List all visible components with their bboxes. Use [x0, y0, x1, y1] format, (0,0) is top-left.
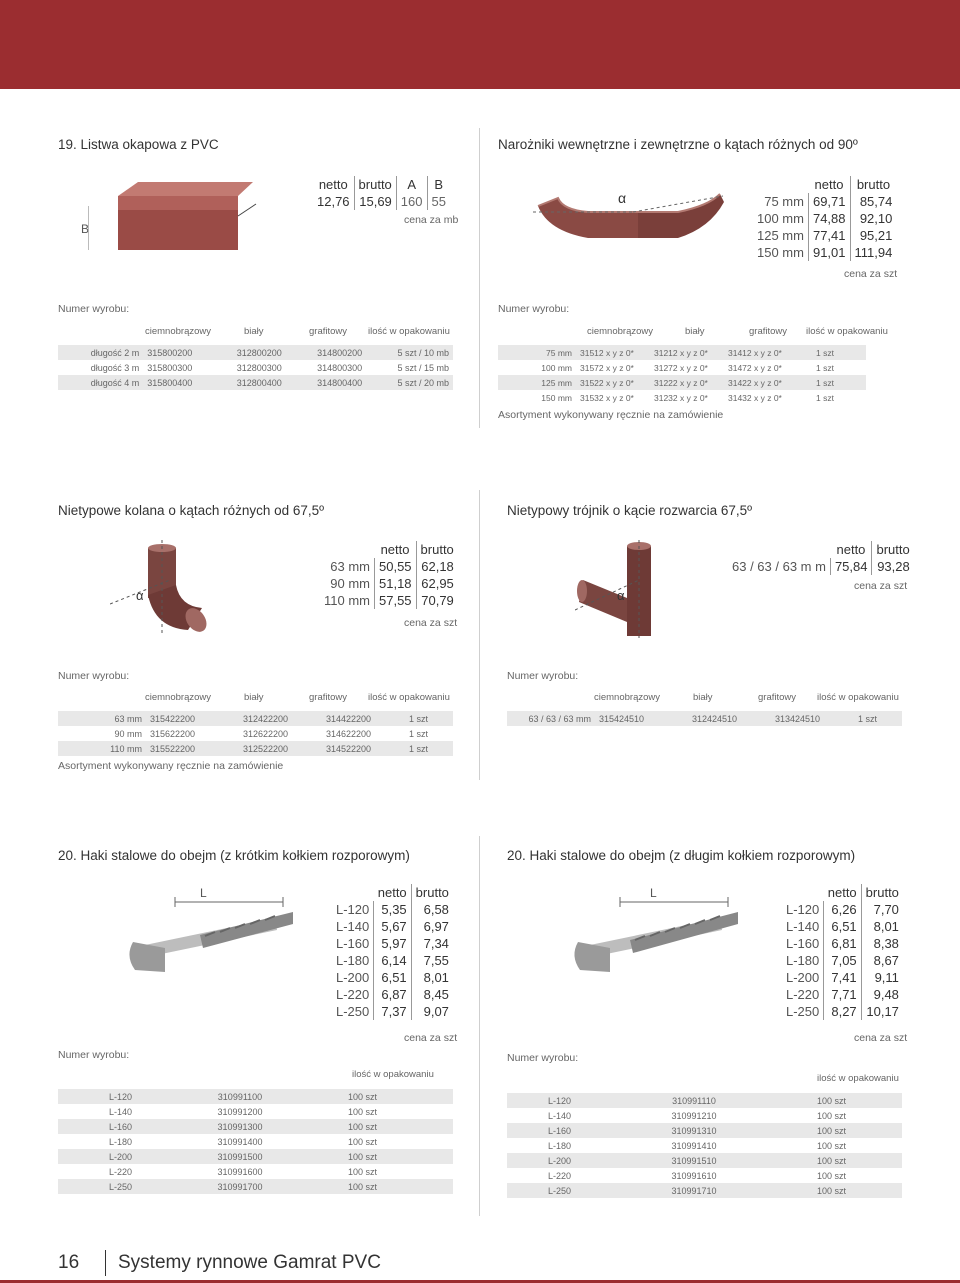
dim-b-label: B — [81, 222, 90, 236]
section-title: Nietypowy trójnik o kącie rozwarcia 67,5º — [507, 503, 753, 518]
table-cell: 310991510 — [575, 1153, 813, 1168]
price-brutto: 9,11 — [861, 969, 903, 986]
top-banner — [0, 0, 960, 89]
corner-image — [528, 176, 728, 258]
price-brutto: 7,70 — [861, 901, 903, 918]
price-netto: 57,55 — [375, 592, 417, 609]
table-cell: 1 szt — [405, 741, 453, 756]
price-size: 110 mm — [324, 593, 370, 608]
table-cell: 314800200 — [313, 345, 393, 360]
table-cell: 314800300 — [317, 362, 363, 373]
table-cell: L-180 — [547, 1140, 571, 1151]
table-cell: 1 szt — [816, 362, 834, 373]
eaves-strip-image — [81, 176, 258, 258]
table-cell: 310991400 — [217, 1136, 263, 1147]
price-head: netto — [377, 885, 407, 900]
price-head: netto — [836, 542, 866, 557]
price-netto: 5,35 — [374, 901, 411, 918]
col-header: biały — [244, 326, 264, 337]
table-cell: 100 szt — [813, 1183, 902, 1198]
table-cell: 315800400 — [143, 375, 232, 390]
price-brutto: 6,58 — [411, 901, 453, 918]
price-netto: 74,88 — [808, 210, 850, 227]
table-row — [507, 1153, 902, 1168]
table-cell: 31532 x y z 0* — [580, 392, 634, 403]
price-size: L-220 — [336, 987, 370, 1002]
table-cell: L-200 — [507, 1153, 575, 1168]
section-title: 20. Haki stalowe do obejm (z krótkim kołkiem rozporowym) — [58, 848, 410, 863]
table-cell: 5 szt / 15 mb — [397, 362, 449, 373]
price-brutto: 9,07 — [411, 1003, 453, 1020]
price-head: brutto — [354, 176, 396, 193]
price-head: brutto — [411, 884, 453, 901]
price-head: netto — [814, 177, 844, 192]
table-row — [507, 711, 902, 726]
table-cell: 315800200 — [143, 345, 232, 360]
table-cell: L-220 — [108, 1166, 132, 1177]
table-cell: 100 szt — [344, 1089, 453, 1104]
price-cell: 160 — [396, 193, 427, 210]
table-cell: 100 mm — [541, 362, 572, 373]
price-netto: 7,71 — [824, 986, 861, 1003]
table-cell: 310991700 — [136, 1179, 344, 1194]
col-header: grafitowy — [309, 692, 348, 703]
price-brutto: 6,97 — [411, 918, 453, 935]
table-row — [58, 360, 453, 375]
price-size: L-180 — [786, 953, 820, 968]
price-unit: cena za szt — [854, 1032, 908, 1044]
price-netto: 77,41 — [808, 227, 850, 244]
price-head: brutto — [872, 541, 914, 558]
table-cell: 315522200 — [146, 741, 239, 756]
price-size: L-180 — [336, 953, 370, 968]
product-table — [507, 1093, 902, 1198]
table-cell: długość 2 m — [58, 345, 143, 360]
price-size: 150 mm — [757, 245, 804, 260]
table-row — [498, 390, 866, 405]
price-brutto: 93,28 — [872, 558, 914, 575]
price-head: A — [396, 176, 427, 193]
col-header: ciemnobrązowy — [145, 326, 211, 337]
table-cell: długość 3 m — [90, 362, 140, 373]
price-size: 125 mm — [757, 228, 804, 243]
price-brutto: 7,55 — [411, 952, 453, 969]
table-cell: 312800300 — [236, 362, 282, 373]
table-row — [498, 345, 866, 360]
table-cell: 310991310 — [575, 1123, 813, 1138]
price-size: L-120 — [786, 902, 820, 917]
table-row — [498, 360, 866, 375]
table-cell: 1 szt — [816, 392, 834, 403]
product-number-label: Numer wyrobu: — [507, 670, 579, 682]
price-brutto: 70,79 — [416, 592, 458, 609]
price-unit: cena za szt — [404, 617, 458, 629]
table-cell: 31422 x y z 0* — [724, 375, 812, 390]
alpha-label: α — [136, 588, 144, 603]
table-row — [58, 726, 453, 741]
table-cell: 63 / 63 / 63 mm — [507, 711, 595, 726]
price-size: L-120 — [336, 902, 370, 917]
table-row — [58, 1149, 453, 1164]
price-table — [313, 176, 450, 210]
table-cell: 100 szt — [348, 1166, 378, 1177]
price-netto: 5,97 — [374, 935, 411, 952]
table-cell: 315422200 — [146, 711, 239, 726]
table-row — [58, 711, 453, 726]
table-cell: 315622200 — [150, 728, 196, 739]
price-head: brutto — [861, 884, 903, 901]
product-table — [507, 711, 902, 726]
column-divider — [479, 490, 480, 780]
product-table — [58, 1089, 453, 1194]
product-number-label: Numer wyrobu: — [507, 1052, 579, 1064]
table-cell: 100 szt — [817, 1110, 847, 1121]
price-netto: 75,84 — [830, 558, 872, 575]
price-netto: 6,14 — [374, 952, 411, 969]
price-netto: 8,27 — [824, 1003, 861, 1020]
col-header: biały — [693, 692, 713, 703]
table-cell: 314622200 — [326, 728, 372, 739]
table-cell: 312800200 — [233, 345, 313, 360]
price-size: 75 mm — [764, 194, 804, 209]
price-head: netto — [318, 177, 348, 192]
table-row — [58, 375, 453, 390]
price-table — [728, 541, 914, 575]
table-cell: 310991210 — [671, 1110, 717, 1121]
table-row — [507, 1123, 902, 1138]
table-cell: L-160 — [507, 1123, 575, 1138]
table-cell: 310991410 — [671, 1140, 717, 1151]
footer-divider — [105, 1250, 106, 1276]
price-head: brutto — [850, 176, 896, 193]
price-size: 90 mm — [330, 576, 370, 591]
table-cell: 100 szt — [344, 1149, 453, 1164]
price-brutto: 85,74 — [850, 193, 896, 210]
table-cell: 75 mm — [498, 345, 576, 360]
price-size: 63 mm — [330, 559, 370, 574]
table-cell: 31522 x y z 0* — [576, 375, 650, 390]
table-cell: 315800300 — [147, 362, 193, 373]
price-netto: 6,51 — [374, 969, 411, 986]
col-header: ilość w opakowaniu — [817, 692, 899, 703]
product-number-label: Numer wyrobu: — [58, 1049, 130, 1061]
table-cell: 100 szt — [813, 1093, 902, 1108]
product-table — [58, 711, 453, 756]
price-size: L-250 — [336, 1004, 370, 1019]
price-brutto: 8,67 — [861, 952, 903, 969]
table-cell: długość 4 m — [58, 375, 143, 390]
table-cell: 312800400 — [233, 375, 313, 390]
table-cell: 1 szt — [812, 375, 866, 390]
table-cell: 31272 x y z 0* — [654, 362, 708, 373]
table-cell: 31212 x y z 0* — [650, 345, 724, 360]
table-row — [58, 1164, 453, 1179]
table-cell: L-250 — [58, 1179, 136, 1194]
product-table — [58, 345, 453, 390]
table-cell: 100 szt — [348, 1106, 378, 1117]
table-cell: 110 mm — [58, 741, 146, 756]
col-header: biały — [244, 692, 264, 703]
table-cell: 31222 x y z 0* — [650, 375, 724, 390]
price-brutto: 7,34 — [411, 935, 453, 952]
table-cell: 312424510 — [688, 711, 771, 726]
table-cell: 310991710 — [575, 1183, 813, 1198]
col-header: grafitowy — [309, 326, 348, 337]
tee-image — [575, 540, 685, 640]
table-row — [507, 1108, 902, 1123]
hook-long-image — [570, 886, 740, 985]
price-table — [320, 541, 458, 609]
price-brutto: 8,01 — [411, 969, 453, 986]
price-unit: cena za szt — [844, 268, 898, 280]
table-cell: 310991300 — [136, 1119, 344, 1134]
table-row — [507, 1183, 902, 1198]
product-number-label: Numer wyrobu: — [58, 303, 130, 315]
section-title: 20. Haki stalowe do obejm (z długim kołkiem rozporowym) — [507, 848, 856, 863]
table-cell: 314522200 — [322, 741, 405, 756]
price-size: 100 mm — [757, 211, 804, 226]
price-head: netto — [380, 542, 410, 557]
price-size: L-250 — [786, 1004, 820, 1019]
table-cell: L-140 — [547, 1110, 571, 1121]
price-size: L-160 — [336, 936, 370, 951]
table-cell: 100 szt — [348, 1136, 378, 1147]
table-cell: 31432 x y z 0* — [728, 392, 782, 403]
price-unit: cena za mb — [404, 214, 459, 226]
table-cell: 310991600 — [217, 1166, 263, 1177]
price-size: L-220 — [786, 987, 820, 1002]
product-number-label: Numer wyrobu: — [58, 670, 130, 682]
price-head: netto — [827, 885, 857, 900]
section-title: Nietypowe kolana o kątach różnych od 67,5º — [58, 503, 325, 518]
price-head: brutto — [416, 541, 458, 558]
col-header: ilość w opakowaniu — [806, 326, 888, 337]
price-netto: 51,18 — [375, 575, 417, 592]
price-brutto: 10,17 — [861, 1003, 903, 1020]
table-cell: 150 mm — [541, 392, 572, 403]
price-brutto: 8,45 — [411, 986, 453, 1003]
table-cell: 63 mm — [58, 711, 146, 726]
col-header: ilość w opakowaniu — [817, 1073, 899, 1084]
product-number-label: Numer wyrobu: — [498, 303, 570, 315]
price-netto: 7,37 — [374, 1003, 411, 1020]
table-cell: 1 szt — [409, 728, 429, 739]
price-netto: 5,67 — [374, 918, 411, 935]
table-cell: 90 mm — [114, 728, 142, 739]
note: Asortyment wykonywany ręcznie na zamówienie — [498, 409, 724, 421]
table-row — [58, 1104, 453, 1119]
table-row — [507, 1138, 902, 1153]
table-cell: 310991110 — [575, 1093, 813, 1108]
dim-l-label: L — [200, 886, 207, 900]
table-cell: 314422200 — [322, 711, 405, 726]
table-row — [58, 741, 453, 756]
col-header: grafitowy — [749, 326, 788, 337]
table-cell: 100 szt — [813, 1153, 902, 1168]
price-netto: 91,01 — [808, 244, 850, 261]
table-row — [58, 1089, 453, 1104]
table-cell: 100 szt — [817, 1140, 847, 1151]
table-row — [498, 375, 866, 390]
table-cell: 312422200 — [239, 711, 322, 726]
table-cell: 100 szt — [813, 1123, 902, 1138]
section-title: Narożniki wewnętrzne i zewnętrzne o kątach różnych od 90º — [498, 137, 858, 152]
col-header: ciemnobrązowy — [145, 692, 211, 703]
table-row — [58, 345, 453, 360]
price-netto: 69,71 — [808, 193, 850, 210]
price-brutto: 111,94 — [850, 244, 896, 261]
table-cell: 310991100 — [136, 1089, 344, 1104]
table-cell: L-120 — [58, 1089, 136, 1104]
dim-l-label: L — [650, 886, 657, 900]
table-cell: 312622200 — [243, 728, 289, 739]
table-cell: 31232 x y z 0* — [654, 392, 708, 403]
table-row — [58, 1134, 453, 1149]
table-cell: 31512 x y z 0* — [576, 345, 650, 360]
price-cell: 12,76 — [317, 194, 350, 209]
table-row — [58, 1119, 453, 1134]
table-cell: 100 szt — [344, 1179, 453, 1194]
table-cell: L-200 — [58, 1149, 136, 1164]
elbow-image — [110, 540, 220, 640]
price-brutto: 62,95 — [416, 575, 458, 592]
price-netto: 50,55 — [375, 558, 417, 575]
price-netto: 6,51 — [824, 918, 861, 935]
table-cell: 310991200 — [217, 1106, 263, 1117]
price-cell: 15,69 — [354, 193, 396, 210]
table-cell: 310991500 — [136, 1149, 344, 1164]
table-row — [507, 1093, 902, 1108]
price-netto: 6,26 — [824, 901, 861, 918]
price-brutto: 95,21 — [850, 227, 896, 244]
table-cell: 1 szt — [812, 345, 866, 360]
price-brutto: 8,01 — [861, 918, 903, 935]
alpha-label: α — [618, 190, 627, 206]
product-table — [498, 345, 866, 405]
section-title: 19. Listwa okapowa z PVC — [58, 137, 219, 152]
page-number: 16 — [58, 1252, 80, 1273]
price-brutto: 92,10 — [850, 210, 896, 227]
table-cell: 31572 x y z 0* — [580, 362, 634, 373]
col-header: ilość w opakowaniu — [368, 326, 450, 337]
price-table — [753, 176, 896, 261]
price-size: L-140 — [336, 919, 370, 934]
table-cell: L-140 — [108, 1106, 132, 1117]
table-cell: 312522200 — [239, 741, 322, 756]
table-cell: 310991610 — [671, 1170, 717, 1181]
hook-short-image — [125, 886, 295, 985]
col-header: ciemnobrązowy — [594, 692, 660, 703]
table-cell: 1 szt — [854, 711, 902, 726]
col-header: ilość w opakowaniu — [368, 692, 450, 703]
table-cell: 315424510 — [595, 711, 688, 726]
price-brutto: 62,18 — [416, 558, 458, 575]
col-header: biały — [685, 326, 705, 337]
table-cell: 1 szt — [405, 711, 453, 726]
price-table — [782, 884, 903, 1020]
price-netto: 7,05 — [824, 952, 861, 969]
table-cell: 31412 x y z 0* — [724, 345, 812, 360]
price-brutto: 9,48 — [861, 986, 903, 1003]
table-cell: 100 szt — [344, 1119, 453, 1134]
table-cell: 100 szt — [817, 1170, 847, 1181]
column-divider — [479, 836, 480, 1216]
table-cell: L-220 — [547, 1170, 571, 1181]
col-header: ilość w opakowaniu — [352, 1069, 434, 1080]
price-size: 63 / 63 / 63 m m — [732, 559, 826, 574]
table-cell: 314800400 — [313, 375, 393, 390]
table-cell: 313424510 — [771, 711, 854, 726]
table-row — [507, 1168, 902, 1183]
price-netto: 6,87 — [374, 986, 411, 1003]
alpha-label: α — [617, 588, 625, 603]
price-table — [332, 884, 453, 1020]
price-unit: cena za szt — [404, 1032, 458, 1044]
price-head: B — [427, 176, 450, 193]
column-divider — [479, 128, 480, 428]
table-row — [58, 1179, 453, 1194]
price-brutto: 8,38 — [861, 935, 903, 952]
col-header: grafitowy — [758, 692, 797, 703]
price-netto: 6,81 — [824, 935, 861, 952]
table-cell: L-120 — [507, 1093, 575, 1108]
table-cell: 5 szt / 10 mb — [393, 345, 453, 360]
table-cell: 125 mm — [498, 375, 576, 390]
price-size: L-200 — [336, 970, 370, 985]
table-cell: L-160 — [58, 1119, 136, 1134]
price-size: L-140 — [786, 919, 820, 934]
table-cell: L-250 — [507, 1183, 575, 1198]
col-header: ciemnobrązowy — [587, 326, 653, 337]
price-size: L-160 — [786, 936, 820, 951]
price-netto: 7,41 — [824, 969, 861, 986]
price-unit: cena za szt — [854, 580, 908, 592]
table-cell: L-180 — [108, 1136, 132, 1147]
table-cell: 5 szt / 20 mb — [393, 375, 453, 390]
note: Asortyment wykonywany ręcznie na zamówienie — [58, 760, 284, 772]
price-size: L-200 — [786, 970, 820, 985]
table-cell: 31472 x y z 0* — [728, 362, 782, 373]
price-cell: 55 — [427, 193, 450, 210]
footer-title: Systemy rynnowe Gamrat PVC — [118, 1252, 381, 1273]
